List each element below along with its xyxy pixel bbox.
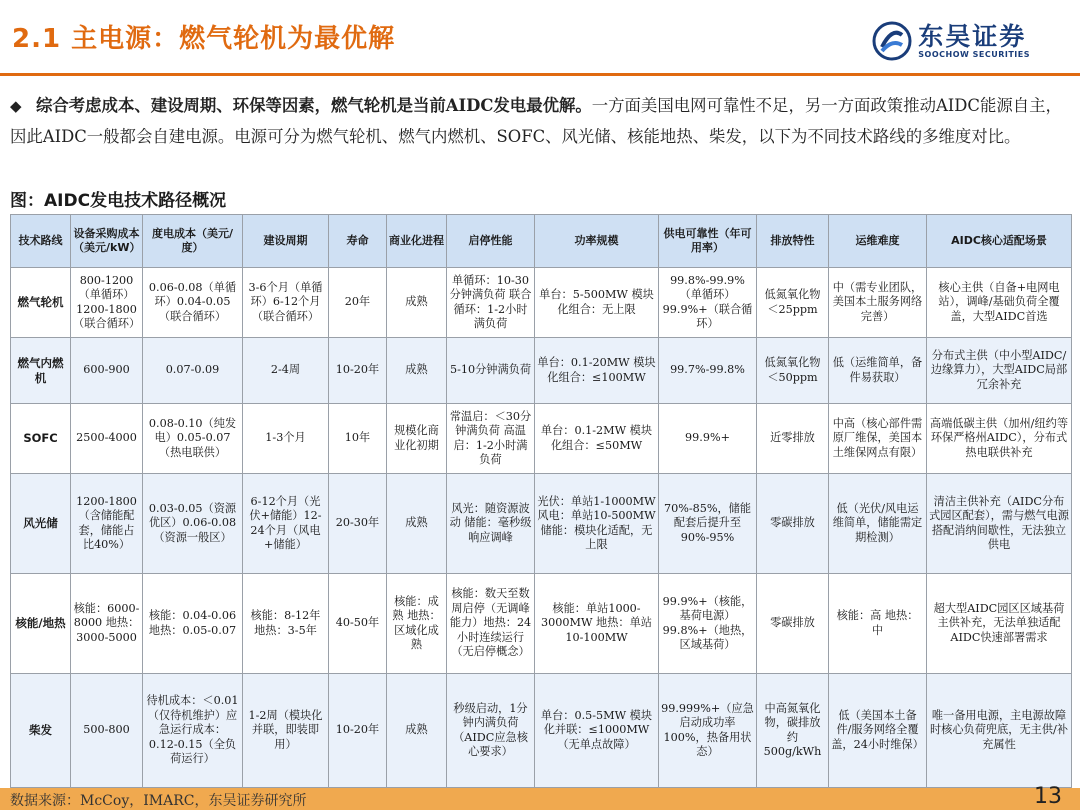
column-header: AIDC核心适配场景 (927, 215, 1072, 268)
table-cell: 成熟 (387, 268, 447, 338)
table-cell: 风光：随资源波动 储能：毫秒级响应调峰 (447, 474, 535, 574)
table-cell: 单台：0.5-5MW 模块化并联：≤1000MW（无单点故障） (535, 674, 659, 788)
table-cell: 成熟 (387, 338, 447, 404)
row-header-cell: 核能/地热 (11, 574, 71, 674)
column-header: 功率规模 (535, 215, 659, 268)
table-cell: 2500-4000 (71, 404, 143, 474)
logo-chinese-name: 东吴证券 (918, 21, 1027, 51)
table-row (11, 404, 1072, 474)
table-cell: 1-3个月 (243, 404, 329, 474)
summary-paragraph (10, 90, 1065, 152)
diamond-bullet-icon: ◆ (10, 97, 22, 115)
company-logo (872, 18, 1030, 64)
table-cell: 中高（核心部件需原厂维保，美国本土维保网点有限） (829, 404, 927, 474)
table-cell: 6-12个月（光伏+储能）12-24个月（风电+储能） (243, 474, 329, 574)
comparison-table (10, 214, 1072, 788)
table-cell: 70%-85%，储能配套后提升至90%-95% (659, 474, 757, 574)
table-cell: 99.9%+（核能，基荷电源）99.8%+（地热，区域基荷） (659, 574, 757, 674)
table-header-row (11, 215, 1072, 268)
table-cell: 成熟 (387, 474, 447, 574)
figure-caption: 图：AIDC发电技术路径概况 (10, 191, 227, 211)
table-cell: 10-20年 (329, 338, 387, 404)
column-header: 建设周期 (243, 215, 329, 268)
row-header-cell: 燃气轮机 (11, 268, 71, 338)
table-cell: 核能：数天至数周启停（无调峰能力）地热：24小时连续运行（无启停概念） (447, 574, 535, 674)
table-cell: 成熟 (387, 674, 447, 788)
table-cell: 500-800 (71, 674, 143, 788)
table-cell: 3-6个月（单循环）6-12个月（联合循环） (243, 268, 329, 338)
table-cell: 10-20年 (329, 674, 387, 788)
summary-bold: 综合考虑成本、建设周期、环保等因素，燃气轮机是当前AIDC发电最优解。 (36, 96, 592, 115)
column-header: 度电成本（美元/度） (143, 215, 243, 268)
table-cell: 零碳排放 (757, 474, 829, 574)
table-cell: 核能：高 地热：中 (829, 574, 927, 674)
page-number: 13 (1034, 784, 1062, 809)
table-cell: 单台：0.1-2MW 模块化组合：≤50MW (535, 404, 659, 474)
table-cell: 低氮氧化物＜50ppm (757, 338, 829, 404)
table-cell: 单台：0.1-20MW 模块化组合：≤100MW (535, 338, 659, 404)
table-cell: 分布式主供（中小型AIDC/边缘算力），大型AIDC局部冗余补充 (927, 338, 1072, 404)
table-cell: 中（需专业团队，美国本土服务网络完善） (829, 268, 927, 338)
soochow-logo-icon (872, 21, 912, 61)
table-cell: 1200-1800（含储能配套，储能占比40%） (71, 474, 143, 574)
table-cell: 0.08-0.10（纯发电）0.05-0.07（热电联供） (143, 404, 243, 474)
column-header: 启停性能 (447, 215, 535, 268)
row-header-cell: 柴发 (11, 674, 71, 788)
table-cell: 常温启：＜30分钟满负荷 高温启：1-2小时满负荷 (447, 404, 535, 474)
column-header: 供电可靠性（年可用率） (659, 215, 757, 268)
table-cell: 核能：单站1000-3000MW 地热：单站10-100MW (535, 574, 659, 674)
column-header: 运维难度 (829, 215, 927, 268)
table-cell: 核能：成熟 地热：区域化成熟 (387, 574, 447, 674)
table-row (11, 574, 1072, 674)
table-cell: 零碳排放 (757, 574, 829, 674)
table-cell: 单循环：10-30分钟满负荷 联合循环：1-2小时满负荷 (447, 268, 535, 338)
row-header-cell: 燃气内燃机 (11, 338, 71, 404)
table-cell: 待机成本：＜0.01（仅待机维护）应急运行成本：0.12-0.15（全负荷运行） (143, 674, 243, 788)
column-header: 设备采购成本（美元/kW） (71, 215, 143, 268)
summary-text: 一方面美国电网可靠性不足，另一方面政策推动AIDC能源自主，因此AIDC一般都会自建电源。电源可分为燃气轮机、燃气内燃机、SOFC、风光储、核能地热、柴发，以下为不同技术路线的多维度对比。 (10, 96, 1062, 146)
table-row (11, 338, 1072, 404)
table-cell: 0.03-0.05（资源优区）0.06-0.08（资源一般区） (143, 474, 243, 574)
table-cell: 清洁主供补充（AIDC分布式园区配套），需与燃气电源搭配消纳间歇性，无法独立供电 (927, 474, 1072, 574)
table-cell: 低（运维简单，备件易获取） (829, 338, 927, 404)
table-cell: 800-1200（单循环）1200-1800（联合循环） (71, 268, 143, 338)
table-cell: 2-4周 (243, 338, 329, 404)
table-row (11, 268, 1072, 338)
row-header-cell: 风光储 (11, 474, 71, 574)
table-cell: 0.06-0.08（单循环）0.04-0.05（联合循环） (143, 268, 243, 338)
table-cell: 20-30年 (329, 474, 387, 574)
logo-english-name: SOOCHOW SECURITIES (918, 49, 1030, 59)
table-cell: 99.999%+（应急启动成功率100%，热备用状态） (659, 674, 757, 788)
row-header-cell: SOFC (11, 404, 71, 474)
table-cell: 99.8%-99.9%（单循环）99.9%+（联合循环） (659, 268, 757, 338)
table-cell: 光伏：单站1-1000MW 风电：单站10-500MW 储能：模块化适配，无上限 (535, 474, 659, 574)
footer-bar (0, 784, 1080, 810)
table-cell: 40-50年 (329, 574, 387, 674)
table-cell: 超大型AIDC园区区域基荷主供补充，无法单独适配AIDC快速部署需求 (927, 574, 1072, 674)
table-cell: 99.9%+ (659, 404, 757, 474)
column-header: 商业化进程 (387, 215, 447, 268)
table-row (11, 474, 1072, 574)
table-cell: 低（美国本土备件/服务网络全覆盖，24小时维保） (829, 674, 927, 788)
column-header: 寿命 (329, 215, 387, 268)
table-body (11, 268, 1072, 788)
table-cell: 20年 (329, 268, 387, 338)
table-cell: 核能：0.04-0.06 地热：0.05-0.07 (143, 574, 243, 674)
table-cell: 中高氮氧化物，碳排放约500g/kWh (757, 674, 829, 788)
table-cell: 单台：5-500MW 模块化组合：无上限 (535, 268, 659, 338)
table-cell: 10年 (329, 404, 387, 474)
table-cell: 近零排放 (757, 404, 829, 474)
table-cell: 唯一备用电源，主电源故障时核心负荷兜底，无主供/补充属性 (927, 674, 1072, 788)
table-cell: 秒级启动，1分钟内满负荷（AIDC应急核心要求） (447, 674, 535, 788)
table-cell: 低氮氧化物＜25ppm (757, 268, 829, 338)
column-header: 技术路线 (11, 215, 71, 268)
table-cell: 核心主供（自备+电网电站），调峰/基础负荷全覆盖，大型AIDC首选 (927, 268, 1072, 338)
table-row (11, 674, 1072, 788)
table-cell: 0.07-0.09 (143, 338, 243, 404)
table-cell: 低（光伏/风电运维简单，储能需定期检测） (829, 474, 927, 574)
header-divider (0, 73, 1080, 76)
table-cell: 600-900 (71, 338, 143, 404)
column-header: 排放特性 (757, 215, 829, 268)
table-cell: 规模化商业化初期 (387, 404, 447, 474)
table-cell: 1-2周（模块化并联，即装即用） (243, 674, 329, 788)
table-cell: 5-10分钟满负荷 (447, 338, 535, 404)
page-title: 2.1 主电源：燃气轮机为最优解 (12, 24, 396, 54)
table-cell: 99.7%-99.8% (659, 338, 757, 404)
table-cell: 核能：8-12年 地热：3-5年 (243, 574, 329, 674)
table-cell: 高端低碳主供（加州/纽约等环保严格州AIDC），分布式热电联供补充 (927, 404, 1072, 474)
table-cell: 核能：6000-8000 地热：3000-5000 (71, 574, 143, 674)
data-source: 数据来源：McCoy，IMARC，东吴证券研究所 (10, 793, 307, 809)
